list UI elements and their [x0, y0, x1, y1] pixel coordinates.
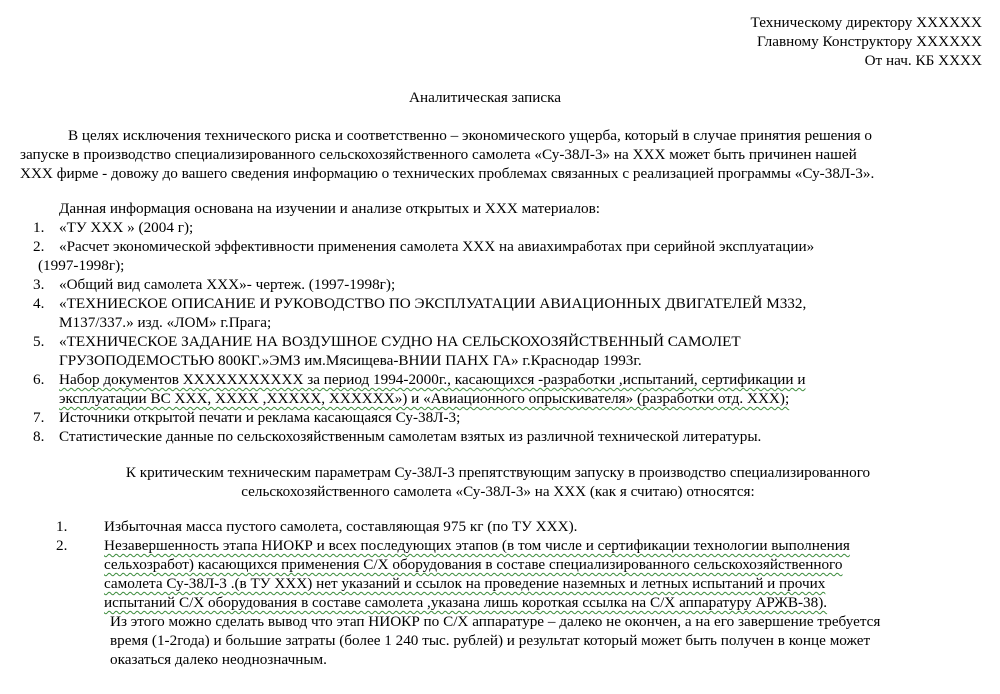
- addressee-line-2: Главному Конструктору ХХХХХХ: [756, 33, 982, 50]
- source-6-text: Набор документов ХХХХХХХХХХХ за период 1994-2000г., касающихся -разработки ,испытаний, сертификации и: [59, 371, 806, 388]
- source-5-text-cont: ГРУЗОПОДЕМОСТЬЮ 800КГ.»ЭМЗ им.Мясищева-ВНИИ ПАНХ ГА» г.Краснодар 1993г.: [59, 352, 642, 369]
- critical-heading-line-2: сельскохозяйственного самолета «Су-38Л-3» на ХХХ (как я считаю) относятся:: [241, 483, 755, 500]
- source-3-number: 3.: [33, 276, 45, 293]
- source-2-text-cont: (1997-1998г);: [38, 257, 125, 274]
- source-4-text-cont: М137/337.» изд. «ЛОМ» г.Прага;: [59, 314, 272, 331]
- source-7-number: 7.: [33, 409, 45, 426]
- critical-2-number: 2.: [56, 537, 68, 554]
- source-8-number: 8.: [33, 428, 45, 445]
- critical-1-text: Избыточная масса пустого самолета, составляющая 975 кг (по ТУ ХХХ).: [104, 518, 578, 535]
- critical-2-text: Незавершенность этапа НИОКР и всех последующих этапов (в том числе и сертификации технологии выполнения: [104, 537, 850, 554]
- source-2-number: 2.: [33, 238, 45, 255]
- intro-line-2: запуске в производство специализированного сельскохозяйственного самолета «Су-38Л-3» на ХХХ может быть причинен нашей: [20, 146, 857, 163]
- source-3-text: «Общий вид самолета ХХХ»- чертеж. (1997-1998г);: [59, 276, 396, 293]
- addressee-line-1: Техническому директору ХХХХХХ: [750, 14, 982, 31]
- critical-1-number: 1.: [56, 518, 68, 535]
- conclusion-line-2: время (1-2года) и большие затраты (более 1 240 тыс. рублей) и результат который может быть получен в конце может: [110, 632, 871, 649]
- source-1-text: «ТУ ХХХ » (2004 г);: [59, 219, 194, 236]
- source-6-text-cont: эксплуатации ВС ХХХ, ХХХХ ,ХХХХХ, ХХХХХХ») и «Авиационного опрыскивателя» (разработки отд. ХХХ);: [59, 390, 790, 407]
- source-1-number: 1.: [33, 219, 45, 236]
- sources-heading: Данная информация основана на изучении и анализе открытых и ХХХ материалов:: [59, 200, 601, 217]
- critical-2-text-cont-3: испытаний С/Х оборудования в составе самолета ,указана лишь короткая ссылка на С/Х аппаратуру АРЖВ-38).: [104, 594, 828, 611]
- intro-line-1: В целях исключения технического риска и соответственно – экономического ущерба, который в случае принятия решения о: [68, 127, 873, 144]
- source-7-text: Источники открытой печати и реклама касающаяся Су-38Л-3;: [59, 409, 461, 426]
- source-5-number: 5.: [33, 333, 45, 350]
- source-8-text: Статистические данные по сельскохозяйственным самолетам взятых из различной технической литературы.: [59, 428, 762, 445]
- conclusion-line-3: оказаться далеко неоднозначным.: [110, 651, 327, 668]
- critical-2-text-cont-2: самолета Су-38Л-3 .(в ТУ ХХХ) нет указаний и ссылок на проведение наземных и летных испытаний и прочих: [104, 575, 826, 592]
- source-6-number: 6.: [33, 371, 45, 388]
- conclusion-line-1: Из этого можно сделать вывод что этап НИОКР по С/Х аппаратуре – далеко не окончен, а на его завершение требуется: [110, 613, 881, 630]
- critical-2-text-cont-1: сельхозработ) касающихся применения С/Х оборудования в составе специализированного сельскохозяйственного: [104, 556, 843, 573]
- source-5-text: «ТЕХНИЧЕСКОЕ ЗАДАНИЕ НА ВОЗДУШНОЕ СУДНО НА СЕЛЬСКОХОЗЯЙСТВЕННЫЙ САМОЛЕТ: [59, 333, 741, 350]
- source-4-text: «ТЕХНИЕСКОЕ ОПИСАНИЕ И РУКОВОДСТВО ПО ЭКСПЛУАТАЦИИ АВИАЦИОННЫХ ДВИГАТЕЛЕЙ М332,: [59, 295, 807, 312]
- addressee-line-3: От нач. КБ ХХХХ: [864, 52, 982, 69]
- document-title: Аналитическая записка: [409, 89, 562, 106]
- intro-line-3: ХХХ фирме - довожу до вашего сведения информацию о технических проблемах связанных с реализацией программы «Су-38Л-3».: [20, 165, 875, 182]
- source-2-text: «Расчет экономической эффективности применения самолета ХХХ на авиахимработах при серийной эксплуатации»: [59, 238, 815, 255]
- critical-heading-line-1: К критическим техническим параметрам Су-38Л-3 препятствующим запуску в производство специализированного: [125, 464, 871, 481]
- source-4-number: 4.: [33, 295, 45, 312]
